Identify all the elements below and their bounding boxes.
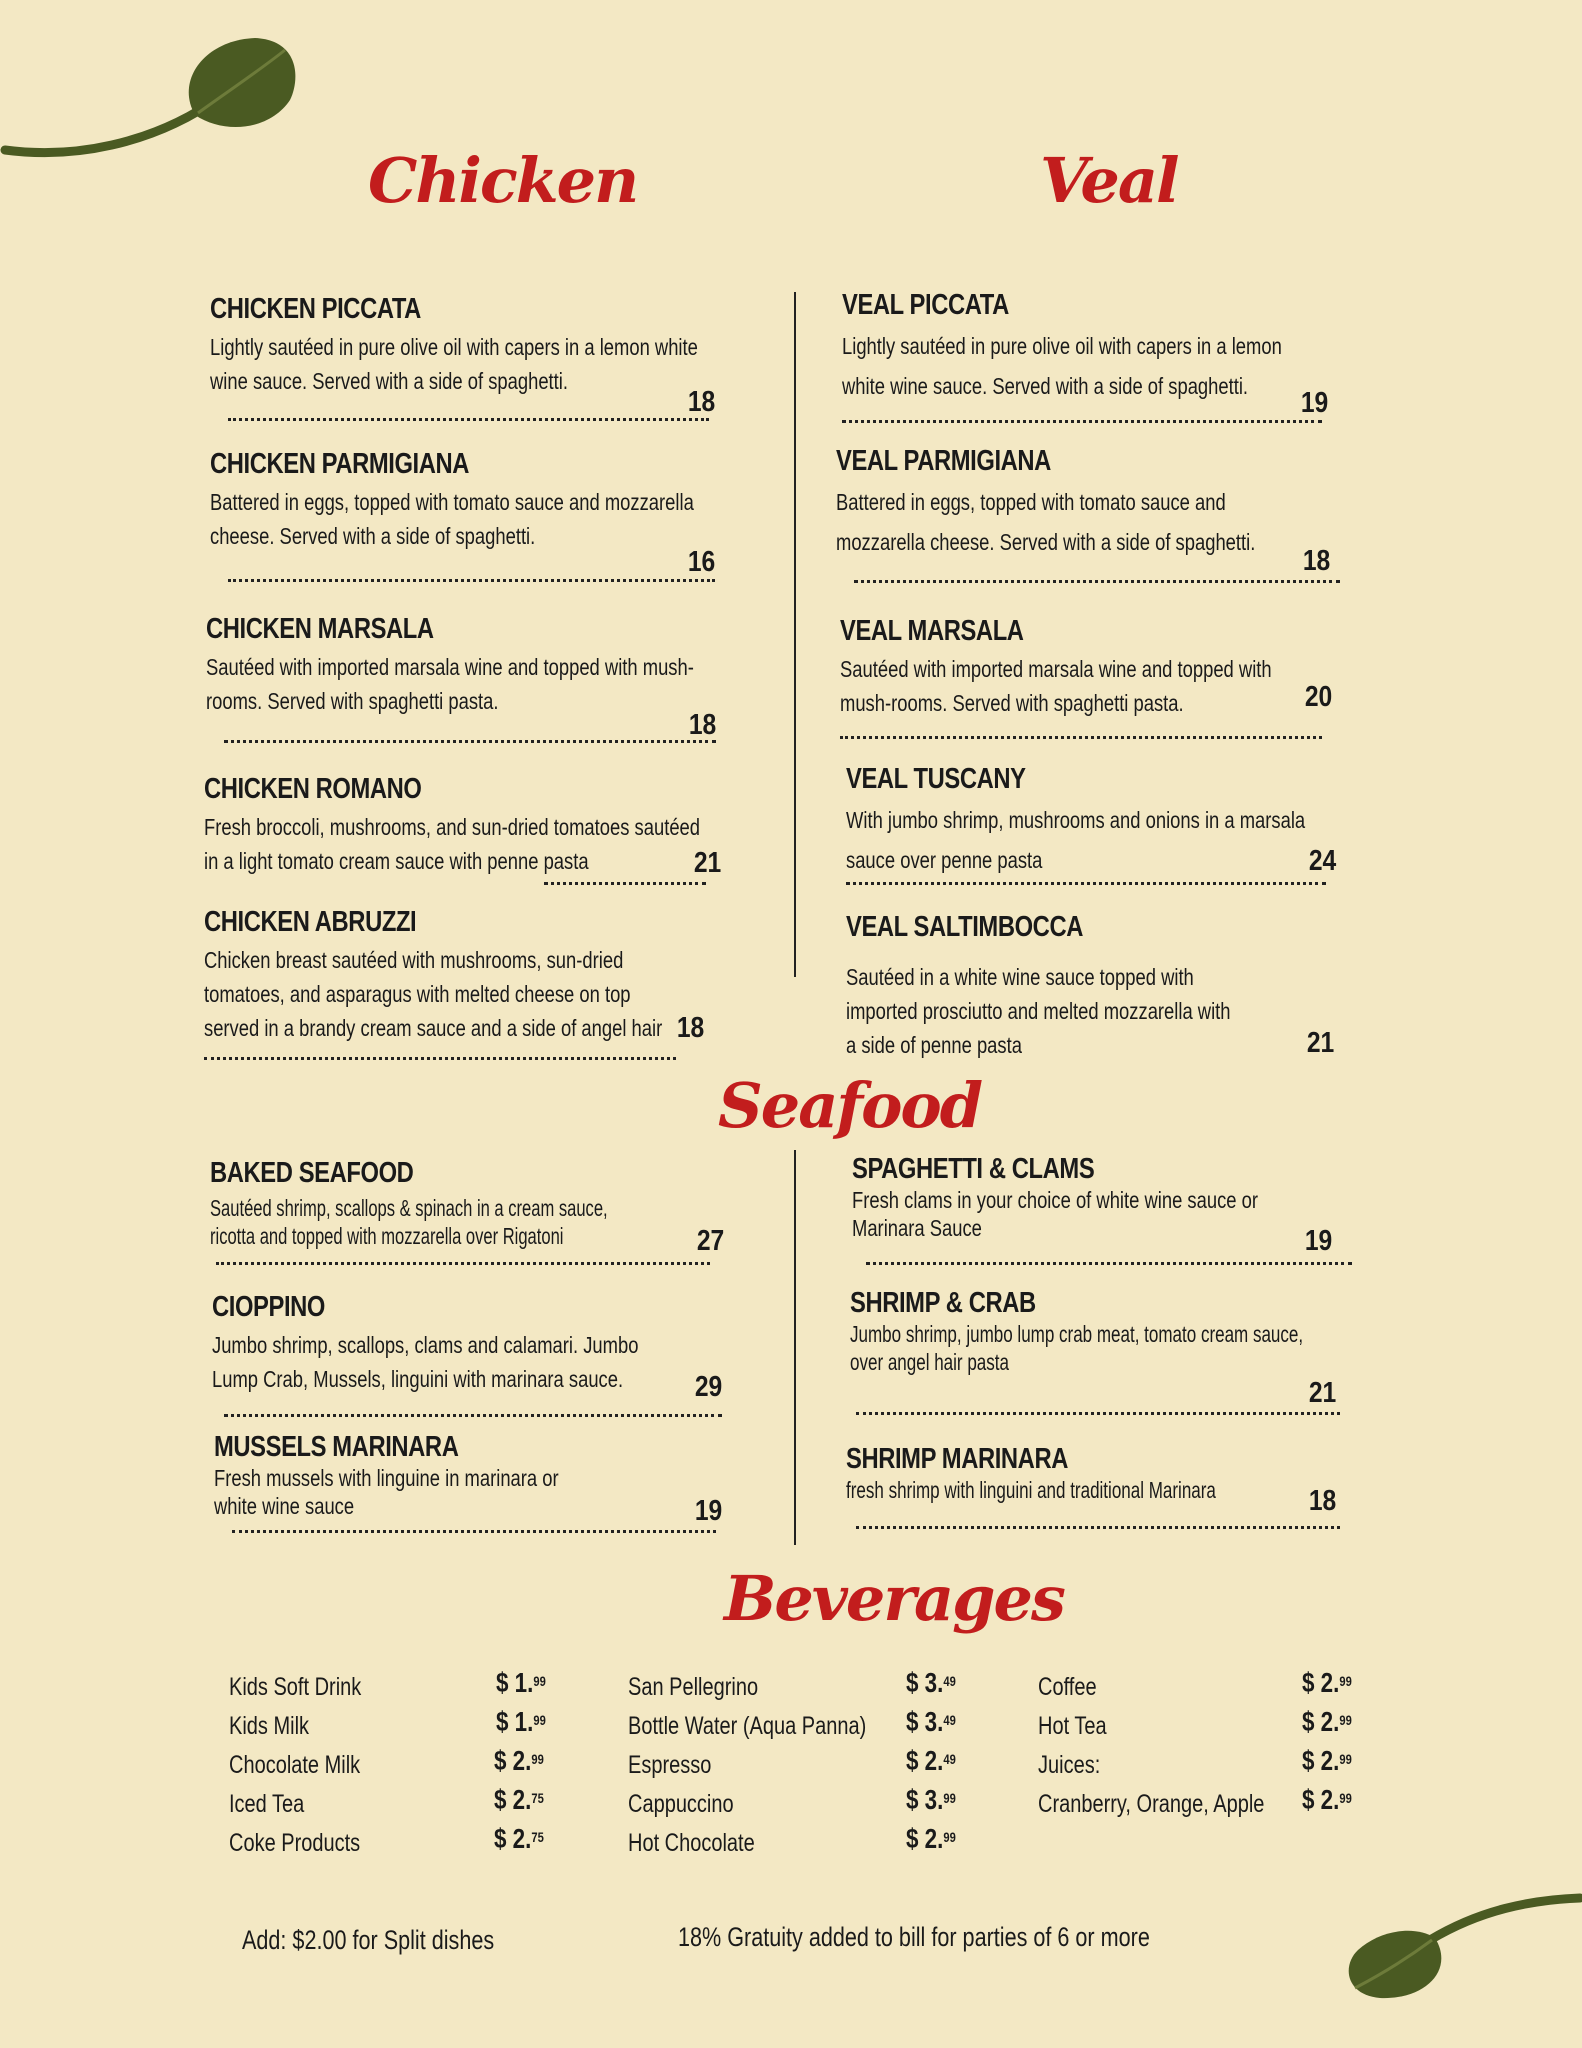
dotted-leader [204, 1057, 676, 1060]
dotted-leader [544, 882, 706, 885]
beverage-name: Cappuccino [628, 1790, 734, 1818]
divider-upper [794, 292, 796, 977]
item-desc: Lightly sautéed in pure olive oil with capers in a lemon white wine sauce. Served with a side of spaghetti. [842, 333, 1282, 399]
menu-item [204, 905, 704, 1065]
menu-item [840, 614, 1332, 742]
dotted-leader [224, 740, 716, 743]
item-name: BAKED SEAFOOD [210, 1157, 414, 1189]
beverage-price: $ 2.99 [1302, 1706, 1352, 1737]
item-desc: Sautéed with imported marsala wine and topped with mush- rooms. Served with spaghetti pasta. [206, 654, 694, 714]
beverage-price: $ 1.99 [496, 1706, 546, 1737]
beverage-price: $ 2.75 [494, 1823, 544, 1854]
beverage-name: Hot Tea [1038, 1712, 1107, 1740]
beverage-name: Cranberry, Orange, Apple [1038, 1790, 1265, 1818]
item-name: CIOPPINO [212, 1291, 326, 1323]
menu-item [210, 292, 715, 424]
menu-item [836, 444, 1340, 584]
item-desc: With jumbo shrimp, mushrooms and onions in a marsala sauce over penne pasta [846, 807, 1306, 873]
item-desc: Jumbo shrimp, jumbo lump crab meat, tomato cream sauce, over angel hair pasta [850, 1321, 1304, 1375]
item-desc: Battered in eggs, topped with tomato sauce and mozzarella cheese. Served with a side of spaghetti. [836, 489, 1256, 555]
item-price: 21 [1308, 1377, 1336, 1409]
beverage-name: San Pellegrino [628, 1673, 759, 1701]
item-name: VEAL TUSCANY [846, 763, 1026, 795]
dotted-leader [854, 580, 1340, 583]
menu-item [846, 762, 1336, 888]
item-desc: Battered in eggs, topped with tomato sauce and mozzarella cheese. Served with a side of spaghetti. [210, 489, 694, 549]
dotted-leader [856, 1526, 1340, 1529]
item-name: VEAL PARMIGIANA [836, 445, 1051, 477]
item-name: CHICKEN PICCATA [210, 293, 421, 325]
item-price: 16 [687, 546, 715, 578]
menu-item [214, 1430, 724, 1540]
item-name: CHICKEN ROMANO [204, 773, 422, 805]
menu-item [846, 910, 1334, 1060]
beverage-price: $ 1.99 [496, 1667, 546, 1698]
menu-item [846, 1442, 1340, 1542]
dotted-leader [856, 1412, 1340, 1415]
beverage-price: $ 3.49 [906, 1706, 956, 1737]
veal-title: Veal [1040, 144, 1178, 217]
item-desc: Jumbo shrimp, scallops, clams and calamari. Jumbo Lump Crab, Mussels, linguini with marinara sauce. [212, 1332, 639, 1392]
item-price: 24 [1308, 845, 1336, 877]
beverage-name: Hot Chocolate [628, 1829, 755, 1857]
leaf-bottom-right-icon [1340, 1860, 1582, 2010]
item-price: 19 [694, 1495, 722, 1527]
dotted-leader [228, 418, 709, 421]
beverage-name: Chocolate Milk [229, 1751, 361, 1779]
item-name: SHRIMP & CRAB [850, 1287, 1036, 1319]
menu-item [842, 288, 1328, 424]
item-desc: Fresh clams in your choice of white wine sauce or Marinara Sauce [852, 1187, 1258, 1241]
item-name: SHRIMP MARINARA [846, 1443, 1068, 1475]
beverages-title: Beverages [724, 1562, 1064, 1635]
beverage-name: Juices: [1038, 1751, 1101, 1779]
beverage-name: Iced Tea [229, 1790, 305, 1818]
menu-item [206, 612, 716, 742]
beverage-price: $ 2.99 [906, 1823, 956, 1854]
item-price: 20 [1304, 681, 1332, 713]
beverage-name: Espresso [628, 1751, 712, 1779]
beverage-name: Kids Milk [229, 1712, 310, 1740]
item-desc: Sautéed in a white wine sauce topped with imported prosciutto and melted mozzarella with a side of penne pasta [846, 964, 1231, 1058]
split-dish-note: Add: $2.00 for Split dishes [242, 1925, 495, 1955]
item-name: VEAL SALTIMBOCCA [846, 911, 1083, 943]
item-name: SPAGHETTI & CLAMS [852, 1153, 1095, 1185]
item-price: 18 [687, 386, 715, 418]
dotted-leader [224, 1414, 722, 1417]
beverage-name: Kids Soft Drink [229, 1673, 362, 1701]
item-price: 29 [694, 1371, 722, 1403]
item-price: 21 [1306, 1027, 1334, 1059]
dotted-leader [216, 1262, 710, 1265]
beverage-price: $ 2.99 [1302, 1745, 1352, 1776]
item-price: 18 [688, 709, 716, 741]
beverage-price: $ 2.99 [1302, 1667, 1352, 1698]
item-desc: Fresh mussels with linguine in marinara or white wine sauce [214, 1465, 559, 1519]
item-desc: Chicken breast sautéed with mushrooms, sun-dried tomatoes, and asparagus with melted cheese on top served in a brandy cream sauce and a side of angel hair [204, 947, 663, 1041]
item-name: CHICKEN MARSALA [206, 613, 434, 645]
dotted-leader [228, 579, 715, 582]
beverage-price: $ 3.99 [906, 1784, 956, 1815]
dotted-leader [840, 736, 1322, 739]
beverage-price: $ 2.75 [494, 1784, 544, 1815]
beverage-name: Coffee [1038, 1673, 1097, 1701]
menu-item [852, 1152, 1352, 1268]
item-name: CHICKEN PARMIGIANA [210, 448, 470, 480]
item-name: CHICKEN ABRUZZI [204, 906, 417, 938]
menu-item [204, 772, 724, 886]
item-desc: Sautéed with imported marsala wine and topped with mush-rooms. Served with spaghetti pasta. [840, 656, 1272, 716]
item-name: VEAL PICCATA [842, 289, 1009, 321]
item-desc: Fresh broccoli, mushrooms, and sun-dried tomatoes sautéed in a light tomato cream sauce with penne pasta [204, 814, 701, 874]
dotted-leader [866, 1262, 1352, 1265]
gratuity-note: 18% Gratuity added to bill for parties of 6 or more [678, 1922, 1150, 1952]
beverage-price: $ 2.49 [906, 1745, 956, 1776]
beverage-name: Bottle Water (Aqua Panna) [628, 1712, 867, 1740]
beverage-price: $ 2.99 [494, 1745, 544, 1776]
item-price: 18 [1308, 1485, 1336, 1517]
item-desc: fresh shrimp with linguini and traditional Marinara [846, 1477, 1216, 1503]
item-desc: Lightly sautéed in pure olive oil with capers in a lemon white wine sauce. Served with a side of spaghetti. [210, 334, 698, 394]
chicken-title: Chicken [368, 144, 638, 217]
menu-item [210, 1156, 724, 1270]
item-price: 18 [1302, 545, 1330, 577]
item-price: 27 [696, 1225, 724, 1257]
item-name: MUSSELS MARINARA [214, 1431, 459, 1463]
menu-item [850, 1286, 1340, 1416]
item-price: 21 [693, 847, 721, 879]
beverage-price: $ 2.99 [1302, 1784, 1352, 1815]
item-price: 19 [1304, 1225, 1332, 1257]
beverage-price: $ 3.49 [906, 1667, 956, 1698]
seafood-title: Seafood [718, 1069, 982, 1142]
item-price: 19 [1300, 387, 1328, 419]
item-desc: Sautéed shrimp, scallops & spinach in a cream sauce, ricotta and topped with mozzarella over Rigatoni [210, 1195, 608, 1249]
dotted-leader [232, 1530, 716, 1533]
item-name: VEAL MARSALA [840, 615, 1024, 647]
divider-seafood [794, 1150, 796, 1545]
menu-item [212, 1290, 722, 1418]
beverage-name: Coke Products [229, 1829, 361, 1857]
leaf-top-left-icon [0, 20, 320, 170]
dotted-leader [846, 882, 1326, 885]
menu-item [210, 447, 715, 581]
dotted-leader [842, 420, 1322, 423]
item-price: 18 [676, 1012, 704, 1044]
